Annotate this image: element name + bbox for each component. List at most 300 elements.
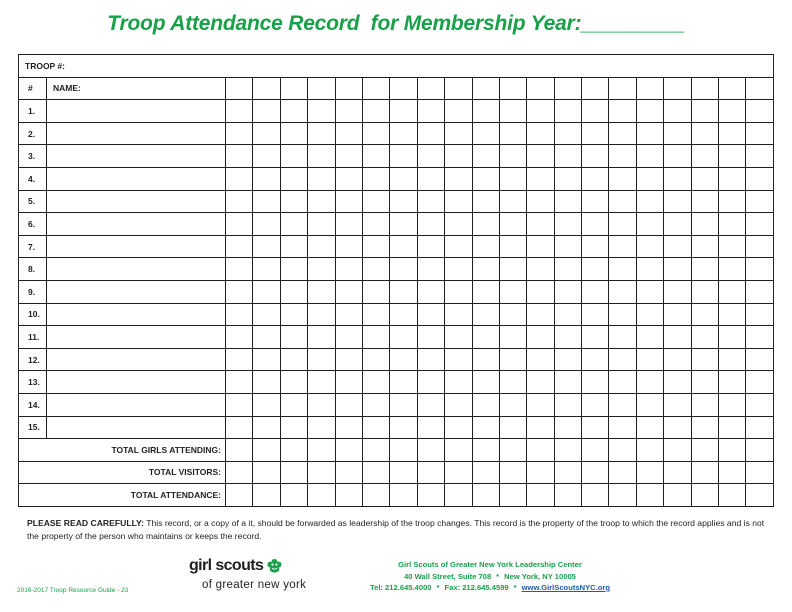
attendance-cell[interactable] [746, 122, 774, 145]
attendance-cell[interactable] [226, 371, 253, 394]
attendance-cell[interactable] [746, 235, 774, 258]
total-cell[interactable] [582, 439, 609, 462]
attendance-cell[interactable] [636, 100, 663, 123]
attendance-cell[interactable] [746, 303, 774, 326]
attendance-cell[interactable] [390, 393, 417, 416]
attendance-cell[interactable] [308, 235, 335, 258]
attendance-cell[interactable] [226, 145, 253, 168]
attendance-cell[interactable] [554, 258, 581, 281]
date-cell[interactable] [417, 77, 444, 100]
attendance-cell[interactable] [582, 235, 609, 258]
attendance-cell[interactable] [445, 326, 472, 349]
attendance-cell[interactable] [691, 213, 718, 236]
attendance-cell[interactable] [335, 258, 362, 281]
attendance-cell[interactable] [609, 122, 636, 145]
attendance-cell[interactable] [308, 213, 335, 236]
date-cell[interactable] [445, 77, 472, 100]
attendance-cell[interactable] [445, 258, 472, 281]
attendance-cell[interactable] [280, 416, 307, 439]
name-cell[interactable] [47, 326, 226, 349]
attendance-cell[interactable] [362, 280, 389, 303]
total-cell[interactable] [636, 439, 663, 462]
attendance-cell[interactable] [308, 326, 335, 349]
total-cell[interactable] [362, 439, 389, 462]
attendance-cell[interactable] [362, 122, 389, 145]
attendance-cell[interactable] [253, 348, 280, 371]
attendance-cell[interactable] [554, 280, 581, 303]
name-cell[interactable] [47, 348, 226, 371]
attendance-cell[interactable] [417, 145, 444, 168]
attendance-cell[interactable] [609, 100, 636, 123]
attendance-cell[interactable] [691, 100, 718, 123]
attendance-cell[interactable] [226, 393, 253, 416]
total-cell[interactable] [280, 461, 307, 484]
attendance-cell[interactable] [253, 145, 280, 168]
attendance-cell[interactable] [719, 416, 746, 439]
date-cell[interactable] [746, 77, 774, 100]
attendance-cell[interactable] [280, 258, 307, 281]
attendance-cell[interactable] [280, 393, 307, 416]
attendance-cell[interactable] [226, 303, 253, 326]
attendance-cell[interactable] [499, 258, 526, 281]
attendance-cell[interactable] [609, 213, 636, 236]
attendance-cell[interactable] [280, 167, 307, 190]
total-cell[interactable] [499, 439, 526, 462]
total-cell[interactable] [691, 484, 718, 507]
date-cell[interactable] [362, 77, 389, 100]
attendance-cell[interactable] [226, 122, 253, 145]
total-cell[interactable] [362, 461, 389, 484]
attendance-cell[interactable] [554, 393, 581, 416]
total-cell[interactable] [472, 461, 499, 484]
attendance-cell[interactable] [280, 326, 307, 349]
attendance-cell[interactable] [308, 145, 335, 168]
attendance-cell[interactable] [226, 258, 253, 281]
attendance-cell[interactable] [527, 371, 554, 394]
attendance-cell[interactable] [226, 100, 253, 123]
attendance-cell[interactable] [691, 122, 718, 145]
attendance-cell[interactable] [691, 280, 718, 303]
attendance-cell[interactable] [664, 348, 691, 371]
attendance-cell[interactable] [335, 416, 362, 439]
date-cell[interactable] [664, 77, 691, 100]
total-cell[interactable] [691, 461, 718, 484]
attendance-cell[interactable] [253, 122, 280, 145]
attendance-cell[interactable] [362, 258, 389, 281]
name-cell[interactable] [47, 190, 226, 213]
attendance-cell[interactable] [417, 326, 444, 349]
total-cell[interactable] [691, 439, 718, 462]
attendance-cell[interactable] [472, 258, 499, 281]
total-cell[interactable] [746, 461, 774, 484]
attendance-cell[interactable] [554, 100, 581, 123]
attendance-cell[interactable] [362, 348, 389, 371]
attendance-cell[interactable] [636, 326, 663, 349]
attendance-cell[interactable] [609, 416, 636, 439]
attendance-cell[interactable] [390, 303, 417, 326]
attendance-cell[interactable] [609, 326, 636, 349]
attendance-cell[interactable] [253, 100, 280, 123]
attendance-cell[interactable] [445, 167, 472, 190]
attendance-cell[interactable] [362, 416, 389, 439]
attendance-cell[interactable] [335, 371, 362, 394]
attendance-cell[interactable] [280, 303, 307, 326]
attendance-cell[interactable] [308, 280, 335, 303]
total-cell[interactable] [253, 461, 280, 484]
attendance-cell[interactable] [746, 416, 774, 439]
attendance-cell[interactable] [253, 303, 280, 326]
attendance-cell[interactable] [527, 303, 554, 326]
attendance-cell[interactable] [582, 258, 609, 281]
attendance-cell[interactable] [746, 145, 774, 168]
attendance-cell[interactable] [746, 280, 774, 303]
attendance-cell[interactable] [527, 326, 554, 349]
attendance-cell[interactable] [527, 100, 554, 123]
attendance-cell[interactable] [746, 371, 774, 394]
attendance-cell[interactable] [664, 235, 691, 258]
attendance-cell[interactable] [390, 416, 417, 439]
total-cell[interactable] [582, 461, 609, 484]
attendance-cell[interactable] [636, 348, 663, 371]
attendance-cell[interactable] [499, 122, 526, 145]
attendance-cell[interactable] [609, 371, 636, 394]
attendance-cell[interactable] [746, 326, 774, 349]
total-cell[interactable] [609, 439, 636, 462]
date-cell[interactable] [308, 77, 335, 100]
name-cell[interactable] [47, 235, 226, 258]
attendance-cell[interactable] [362, 235, 389, 258]
attendance-cell[interactable] [554, 167, 581, 190]
attendance-cell[interactable] [417, 100, 444, 123]
attendance-cell[interactable] [472, 167, 499, 190]
attendance-cell[interactable] [335, 100, 362, 123]
attendance-cell[interactable] [719, 145, 746, 168]
attendance-cell[interactable] [582, 371, 609, 394]
attendance-cell[interactable] [609, 190, 636, 213]
attendance-cell[interactable] [554, 122, 581, 145]
attendance-cell[interactable] [527, 167, 554, 190]
total-cell[interactable] [554, 439, 581, 462]
total-cell[interactable] [527, 484, 554, 507]
attendance-cell[interactable] [445, 348, 472, 371]
attendance-cell[interactable] [390, 213, 417, 236]
attendance-cell[interactable] [691, 303, 718, 326]
attendance-cell[interactable] [719, 190, 746, 213]
attendance-cell[interactable] [417, 190, 444, 213]
attendance-cell[interactable] [417, 303, 444, 326]
attendance-cell[interactable] [417, 371, 444, 394]
attendance-cell[interactable] [335, 303, 362, 326]
attendance-cell[interactable] [582, 190, 609, 213]
attendance-cell[interactable] [609, 167, 636, 190]
attendance-cell[interactable] [527, 280, 554, 303]
attendance-cell[interactable] [527, 348, 554, 371]
attendance-cell[interactable] [280, 371, 307, 394]
attendance-cell[interactable] [499, 348, 526, 371]
date-cell[interactable] [527, 77, 554, 100]
attendance-cell[interactable] [746, 213, 774, 236]
total-cell[interactable] [472, 439, 499, 462]
attendance-cell[interactable] [472, 235, 499, 258]
attendance-cell[interactable] [390, 100, 417, 123]
total-cell[interactable] [719, 461, 746, 484]
attendance-cell[interactable] [664, 393, 691, 416]
attendance-cell[interactable] [445, 122, 472, 145]
total-cell[interactable] [664, 439, 691, 462]
website-link[interactable]: www.GirlScoutsNYC.org [521, 583, 610, 592]
attendance-cell[interactable] [664, 258, 691, 281]
total-cell[interactable] [664, 484, 691, 507]
attendance-cell[interactable] [417, 167, 444, 190]
attendance-cell[interactable] [308, 303, 335, 326]
total-cell[interactable] [719, 439, 746, 462]
attendance-cell[interactable] [582, 145, 609, 168]
attendance-cell[interactable] [472, 303, 499, 326]
total-cell[interactable] [445, 484, 472, 507]
attendance-cell[interactable] [664, 145, 691, 168]
total-cell[interactable] [417, 461, 444, 484]
attendance-cell[interactable] [445, 280, 472, 303]
attendance-cell[interactable] [746, 190, 774, 213]
date-cell[interactable] [390, 77, 417, 100]
attendance-cell[interactable] [335, 280, 362, 303]
attendance-cell[interactable] [719, 100, 746, 123]
attendance-cell[interactable] [636, 213, 663, 236]
attendance-cell[interactable] [499, 235, 526, 258]
attendance-cell[interactable] [664, 167, 691, 190]
total-cell[interactable] [226, 461, 253, 484]
total-cell[interactable] [527, 439, 554, 462]
attendance-cell[interactable] [335, 348, 362, 371]
attendance-cell[interactable] [280, 348, 307, 371]
total-cell[interactable] [582, 484, 609, 507]
date-cell[interactable] [253, 77, 280, 100]
name-cell[interactable] [47, 371, 226, 394]
attendance-cell[interactable] [445, 235, 472, 258]
total-cell[interactable] [417, 439, 444, 462]
attendance-cell[interactable] [253, 190, 280, 213]
attendance-cell[interactable] [445, 371, 472, 394]
attendance-cell[interactable] [719, 235, 746, 258]
attendance-cell[interactable] [253, 326, 280, 349]
attendance-cell[interactable] [390, 167, 417, 190]
attendance-cell[interactable] [636, 280, 663, 303]
attendance-cell[interactable] [472, 145, 499, 168]
attendance-cell[interactable] [362, 393, 389, 416]
attendance-cell[interactable] [472, 190, 499, 213]
attendance-cell[interactable] [527, 258, 554, 281]
attendance-cell[interactable] [636, 235, 663, 258]
total-cell[interactable] [554, 461, 581, 484]
attendance-cell[interactable] [636, 393, 663, 416]
attendance-cell[interactable] [609, 393, 636, 416]
attendance-cell[interactable] [226, 235, 253, 258]
attendance-cell[interactable] [362, 145, 389, 168]
total-cell[interactable] [280, 484, 307, 507]
attendance-cell[interactable] [499, 393, 526, 416]
total-cell[interactable] [390, 484, 417, 507]
total-cell[interactable] [417, 484, 444, 507]
attendance-cell[interactable] [691, 145, 718, 168]
attendance-cell[interactable] [335, 326, 362, 349]
total-cell[interactable] [636, 461, 663, 484]
attendance-cell[interactable] [582, 416, 609, 439]
attendance-cell[interactable] [691, 167, 718, 190]
attendance-cell[interactable] [226, 326, 253, 349]
total-cell[interactable] [308, 439, 335, 462]
attendance-cell[interactable] [362, 371, 389, 394]
attendance-cell[interactable] [636, 167, 663, 190]
total-cell[interactable] [390, 461, 417, 484]
attendance-cell[interactable] [472, 348, 499, 371]
attendance-cell[interactable] [609, 145, 636, 168]
attendance-cell[interactable] [226, 167, 253, 190]
attendance-cell[interactable] [582, 326, 609, 349]
attendance-cell[interactable] [554, 348, 581, 371]
attendance-cell[interactable] [719, 122, 746, 145]
date-cell[interactable] [472, 77, 499, 100]
attendance-cell[interactable] [253, 416, 280, 439]
attendance-cell[interactable] [636, 122, 663, 145]
attendance-cell[interactable] [582, 122, 609, 145]
attendance-cell[interactable] [609, 235, 636, 258]
total-cell[interactable] [719, 484, 746, 507]
attendance-cell[interactable] [390, 280, 417, 303]
attendance-cell[interactable] [335, 213, 362, 236]
attendance-cell[interactable] [335, 122, 362, 145]
attendance-cell[interactable] [417, 258, 444, 281]
attendance-cell[interactable] [636, 145, 663, 168]
attendance-cell[interactable] [691, 393, 718, 416]
attendance-cell[interactable] [417, 416, 444, 439]
attendance-cell[interactable] [582, 167, 609, 190]
attendance-cell[interactable] [719, 258, 746, 281]
attendance-cell[interactable] [499, 303, 526, 326]
attendance-cell[interactable] [417, 235, 444, 258]
attendance-cell[interactable] [664, 122, 691, 145]
attendance-cell[interactable] [664, 280, 691, 303]
total-cell[interactable] [390, 439, 417, 462]
date-cell[interactable] [582, 77, 609, 100]
attendance-cell[interactable] [554, 145, 581, 168]
attendance-cell[interactable] [719, 213, 746, 236]
name-cell[interactable] [47, 167, 226, 190]
attendance-cell[interactable] [335, 167, 362, 190]
attendance-cell[interactable] [472, 280, 499, 303]
total-cell[interactable] [445, 439, 472, 462]
attendance-cell[interactable] [390, 371, 417, 394]
attendance-cell[interactable] [664, 326, 691, 349]
attendance-cell[interactable] [226, 416, 253, 439]
date-cell[interactable] [226, 77, 253, 100]
name-cell[interactable] [47, 145, 226, 168]
attendance-cell[interactable] [417, 122, 444, 145]
attendance-cell[interactable] [554, 326, 581, 349]
attendance-cell[interactable] [253, 235, 280, 258]
attendance-cell[interactable] [253, 371, 280, 394]
attendance-cell[interactable] [636, 303, 663, 326]
attendance-cell[interactable] [609, 258, 636, 281]
attendance-cell[interactable] [527, 122, 554, 145]
name-cell[interactable] [47, 416, 226, 439]
name-cell[interactable] [47, 280, 226, 303]
attendance-cell[interactable] [664, 303, 691, 326]
attendance-cell[interactable] [308, 416, 335, 439]
attendance-cell[interactable] [226, 213, 253, 236]
attendance-cell[interactable] [445, 190, 472, 213]
attendance-cell[interactable] [499, 145, 526, 168]
attendance-cell[interactable] [499, 371, 526, 394]
attendance-cell[interactable] [719, 167, 746, 190]
attendance-cell[interactable] [362, 167, 389, 190]
total-cell[interactable] [362, 484, 389, 507]
attendance-cell[interactable] [636, 371, 663, 394]
attendance-cell[interactable] [746, 258, 774, 281]
attendance-cell[interactable] [664, 190, 691, 213]
date-cell[interactable] [691, 77, 718, 100]
attendance-cell[interactable] [472, 416, 499, 439]
date-cell[interactable] [609, 77, 636, 100]
date-cell[interactable] [335, 77, 362, 100]
attendance-cell[interactable] [280, 280, 307, 303]
attendance-cell[interactable] [554, 190, 581, 213]
total-cell[interactable] [335, 461, 362, 484]
total-cell[interactable] [335, 484, 362, 507]
attendance-cell[interactable] [390, 258, 417, 281]
total-cell[interactable] [554, 484, 581, 507]
attendance-cell[interactable] [636, 190, 663, 213]
attendance-cell[interactable] [445, 213, 472, 236]
attendance-cell[interactable] [691, 348, 718, 371]
total-cell[interactable] [499, 461, 526, 484]
attendance-cell[interactable] [226, 280, 253, 303]
attendance-cell[interactable] [417, 280, 444, 303]
date-cell[interactable] [499, 77, 526, 100]
date-cell[interactable] [280, 77, 307, 100]
attendance-cell[interactable] [308, 258, 335, 281]
attendance-cell[interactable] [308, 122, 335, 145]
total-cell[interactable] [472, 484, 499, 507]
attendance-cell[interactable] [499, 280, 526, 303]
attendance-cell[interactable] [691, 258, 718, 281]
attendance-cell[interactable] [582, 348, 609, 371]
name-cell[interactable] [47, 258, 226, 281]
attendance-cell[interactable] [253, 258, 280, 281]
attendance-cell[interactable] [417, 393, 444, 416]
name-cell[interactable] [47, 393, 226, 416]
attendance-cell[interactable] [636, 258, 663, 281]
attendance-cell[interactable] [636, 416, 663, 439]
attendance-cell[interactable] [445, 393, 472, 416]
attendance-cell[interactable] [253, 213, 280, 236]
attendance-cell[interactable] [472, 213, 499, 236]
attendance-cell[interactable] [253, 167, 280, 190]
total-cell[interactable] [253, 484, 280, 507]
date-cell[interactable] [636, 77, 663, 100]
attendance-cell[interactable] [746, 167, 774, 190]
date-cell[interactable] [554, 77, 581, 100]
attendance-cell[interactable] [499, 167, 526, 190]
attendance-cell[interactable] [445, 100, 472, 123]
attendance-cell[interactable] [582, 303, 609, 326]
total-cell[interactable] [308, 484, 335, 507]
attendance-cell[interactable] [253, 393, 280, 416]
attendance-cell[interactable] [554, 235, 581, 258]
attendance-cell[interactable] [226, 190, 253, 213]
attendance-cell[interactable] [499, 100, 526, 123]
attendance-cell[interactable] [362, 213, 389, 236]
total-cell[interactable] [664, 461, 691, 484]
